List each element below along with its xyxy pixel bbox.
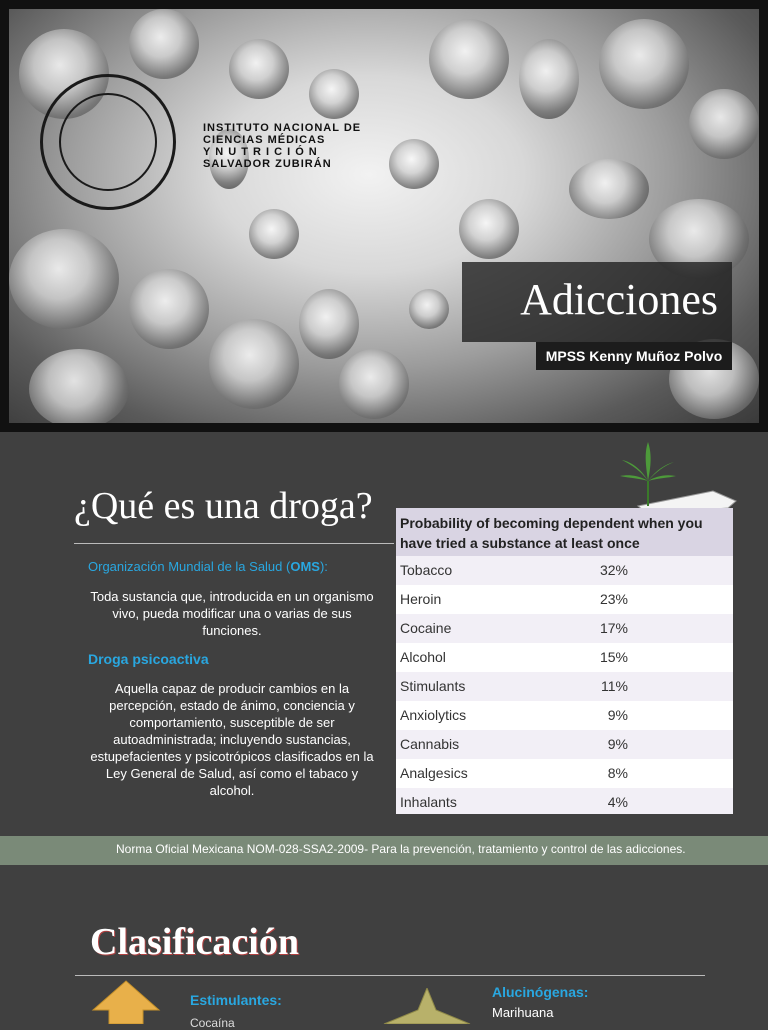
category-hallucinogens-item: Marihuana bbox=[492, 1005, 554, 1020]
star-icon bbox=[382, 988, 472, 1024]
table-row bbox=[396, 788, 733, 814]
dependency-value: 4% bbox=[607, 794, 628, 810]
dependency-value: 15% bbox=[599, 649, 628, 665]
category-hallucinogens: Alucinógenas: bbox=[492, 984, 589, 1000]
substance-name: Analgesics bbox=[400, 765, 468, 781]
table-row bbox=[396, 701, 733, 730]
footnote-bar bbox=[0, 836, 768, 865]
substance-name: Tobacco bbox=[400, 562, 453, 578]
table-header: Probability of becoming dependent when you have tried a substance at least once bbox=[396, 508, 733, 556]
arrow-up-icon bbox=[91, 980, 161, 1024]
dependency-value: 8% bbox=[607, 765, 628, 781]
dependency-value: 17% bbox=[599, 620, 628, 636]
institution-seal-logo bbox=[40, 74, 176, 210]
slide-heading: ¿Qué es una droga? bbox=[74, 485, 373, 527]
dependency-value: 9% bbox=[607, 707, 628, 723]
definition-slide bbox=[0, 432, 768, 867]
table-row bbox=[396, 643, 733, 672]
title-box bbox=[462, 262, 732, 342]
slide-title: Adicciones bbox=[520, 275, 718, 324]
table-row bbox=[396, 614, 733, 643]
title-slide bbox=[0, 0, 768, 432]
substance-name: Anxiolytics bbox=[400, 707, 467, 723]
dependency-value: 23% bbox=[599, 591, 628, 607]
category-stimulants-item: Cocaína bbox=[190, 1016, 235, 1030]
institution-name: INSTITUTO NACIONAL DE CIENCIAS MÉDICAS Y N U T R I C I Ó N SALVADOR ZUBIRÁN bbox=[203, 122, 362, 170]
table-row bbox=[396, 730, 733, 759]
substance-name: Heroin bbox=[400, 591, 442, 607]
table-row bbox=[396, 585, 733, 614]
source-label: Organización Mundial de la Salud (OMS): bbox=[88, 559, 328, 574]
author-label: MPSS Kenny Muñoz Polvo bbox=[536, 342, 732, 370]
substance-name: Cannabis bbox=[400, 736, 460, 752]
psychoactive-definition: Aquella capaz de producir cambios en la percepción, estado de ánimo, conciencia y comportamiento, susceptible de ser autoadministrada; incluyendo sustancias, estupefacientes y psicotrópicos clasificados en la Ley General de Salud, así como el tabaco y alcohol. bbox=[90, 681, 374, 798]
table-row bbox=[396, 759, 733, 788]
dependency-table bbox=[396, 508, 733, 814]
slide-heading: Clasificación bbox=[90, 921, 299, 963]
dependency-value: 32% bbox=[599, 562, 628, 578]
dependency-value: 11% bbox=[601, 678, 628, 694]
psychoactive-label: Droga psicoactiva bbox=[88, 651, 209, 667]
dependency-value: 9% bbox=[607, 736, 628, 752]
table-row bbox=[396, 672, 733, 701]
substance-name: Alcohol bbox=[400, 649, 446, 665]
category-stimulants: Estimulantes: bbox=[190, 992, 282, 1008]
cannabis-leaf-icon bbox=[618, 436, 738, 516]
table-row bbox=[396, 556, 733, 585]
heading-divider bbox=[74, 543, 394, 544]
substance-name: Stimulants bbox=[400, 678, 466, 694]
footnote: Norma Oficial Mexicana NOM-028-SSA2-2009- Para la prevención, tratamiento y control de las adicciones. bbox=[116, 842, 686, 856]
substance-name: Cocaine bbox=[400, 620, 452, 636]
drug-definition: Toda sustancia que, introducida en un organismo vivo, pueda modificar una o varias de sus funciones. bbox=[90, 589, 374, 638]
classification-slide bbox=[0, 868, 768, 1030]
substance-name: Inhalants bbox=[400, 794, 457, 810]
heading-divider bbox=[75, 975, 705, 976]
